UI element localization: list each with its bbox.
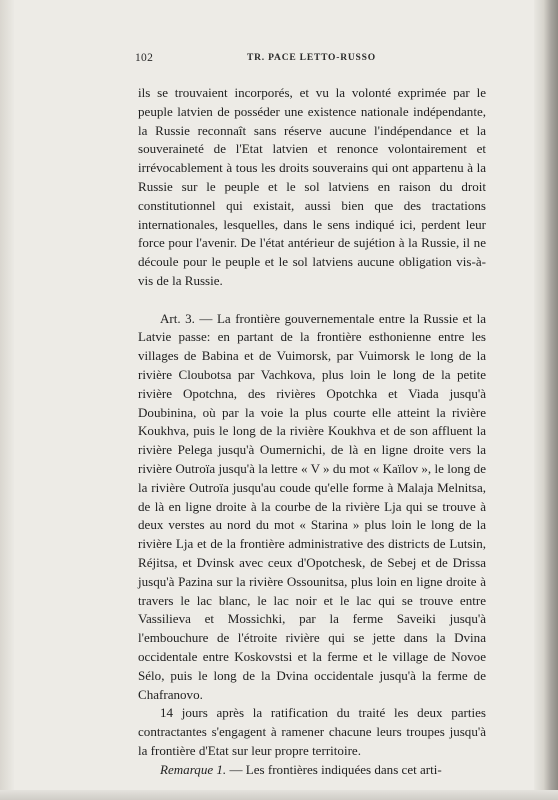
paragraph-article-3: Art. 3. — La frontière gouvernementale entre la Russie et la Latvie passe: en partant de la frontière esthonienne entre les villages de Babina et de Vuimorsk, par Vuimorsk le long de la rivière Cloubotsa par Vachkova, plus loin le long de la petite rivière Opotchna, des rivières Opotchka et Viada jusqu'à Doubinina, où par la voie la plus courte elle atteint la rivière Koukhva, puis le long de la rivière Koukhva et de son affluent la rivière Pelega jusqu'à Oumernichi, de là en ligne droite vers la rivière Outroïa jusqu'à la lettre « V » du mot « Kaïlov », le long de la rivière Outroïa jusqu'au coude qu'elle forme à Malaja Melnitsa, de là en ligne droite à la courbe de la rivière Lja qui se trouve à deux verstes au nord du mot « Starina » plus loin le long de la rivière Lja et de la frontière administrative des districts de Lutsin, Réjitsa, et Dvinsk avec ceux d'Opotchesk, de Sebej et de Drissa jusqu'à Pazina sur la rivière Ossounitsa, plus loin en ligne droite à travers le lac blanc, le lac noir et le lac qui se trouve entre Vassilieva et Mossichki, par la ferme Saveiki jusqu'à l'embouchure de l'étroite rivière qui se jette dans la Dvina occidentale entre Koskovstsi et la ferme et le village de Novoe Sélo, puis le long de la Dvina occidentale jusqu'à la ferme de Chafranovo.	[138, 310, 486, 702]
page-number: 102	[135, 52, 154, 64]
paragraph-troops: 14 jours après la ratification du traité les deux parties contractantes s'engagent à ramener chacune leurs troupes jusqu'à la frontière d'Etat sur leur propre territoire.	[138, 705, 486, 758]
page-header	[135, 52, 503, 68]
running-title: TR. PACE LETTO-RUSSO	[247, 53, 376, 63]
remarque-label: Remarque 1.	[160, 761, 227, 777]
page-edge-shadow	[534, 0, 558, 800]
remarque-text: — Les frontières indiquées dans cet arti-	[226, 761, 442, 777]
body-text	[138, 84, 486, 779]
page-bottom-edge	[0, 790, 558, 800]
page-gutter	[0, 0, 14, 800]
paragraph-remarque	[138, 761, 486, 780]
paragraph-gap	[138, 291, 486, 310]
paragraph-continuation: ils se trouvaient incorporés, et vu la volonté exprimée par le peuple latvien de posséder une existence nationale indépendante, la Russie reconnaît sans réserve aucune l'indépendance et la souveraineté de l'Etat latvien et renonce volontairement et irrévocablement à tous les droits souverains qui ont appartenu à la Russie sur le peuple et le sol latviens en raison du droit constitutionnel qui existait, aussi bien que des tractations internationales, lesquelles, dans le sens indiqué ici, perdent leur force pour l'avenir. De l'état antérieur de sujétion à la Russie, il ne découle pour le peuple et le sol latviens aucune obligation vis-à-vis de la Russie.	[138, 85, 486, 288]
